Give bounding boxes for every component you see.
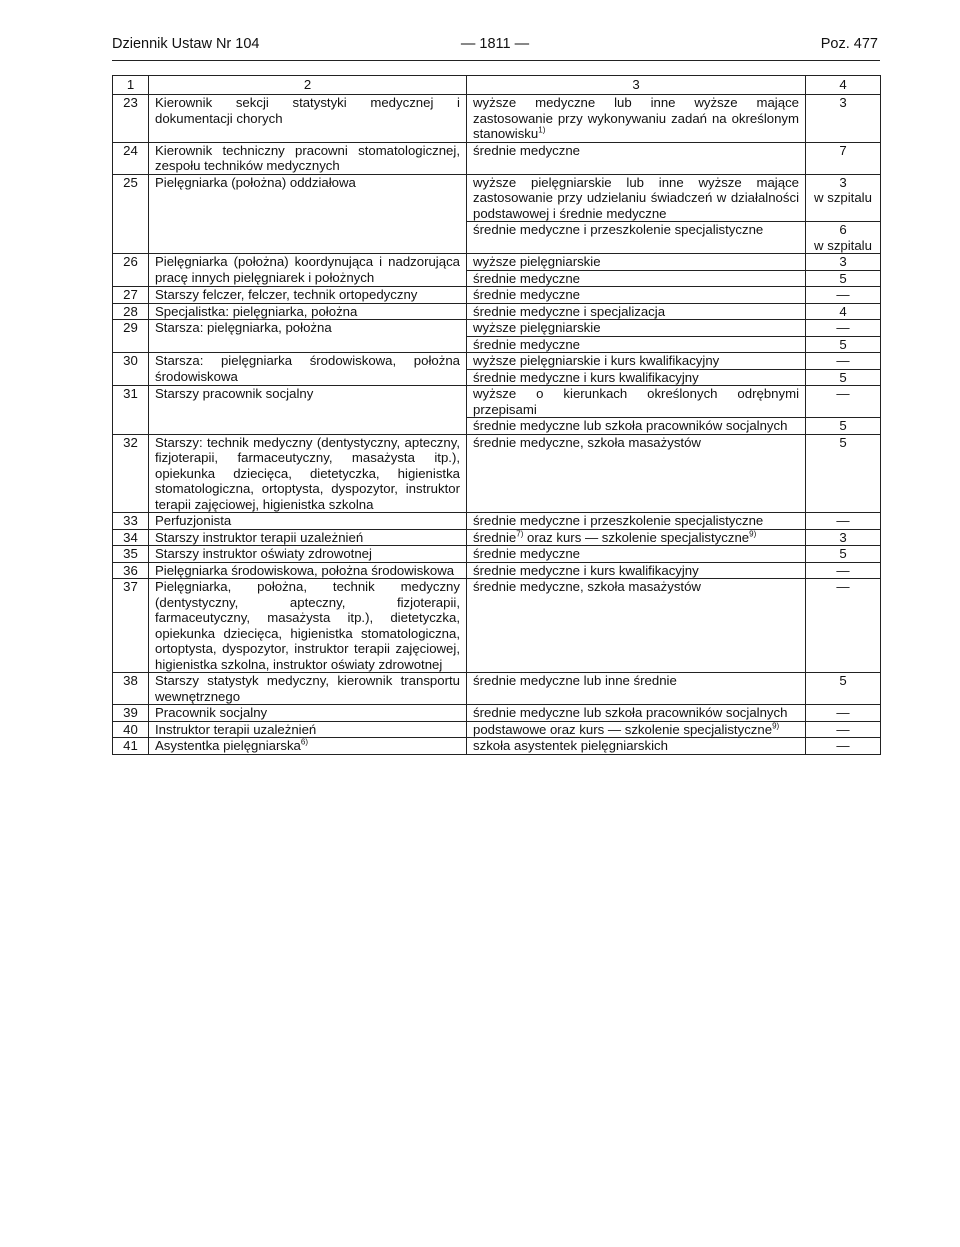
requirement-text: wyższe pielęgniarskie i kurs kwalifikacyjny [473,353,720,368]
position-name [149,287,467,304]
years-of-experience [806,95,881,143]
years-of-experience [806,562,881,579]
years-of-experience [806,287,881,304]
requirement-text: szkoła asystentek pielęgniarskich [473,738,668,753]
row-number: 40 [113,721,149,738]
table-row [113,320,881,337]
years-of-experience [806,303,881,320]
position-name [149,529,467,546]
position-name-text: Starsza: pielęgniarka, położna [155,320,332,335]
qualifications-table [112,75,881,755]
qualification-requirement [467,673,806,705]
qualification-requirement [467,174,806,222]
position-name [149,142,467,174]
qualification-requirement [467,336,806,353]
table-body [113,95,881,755]
years-value: — [836,705,850,720]
requirement-text: wyższe pielęgniarskie lub inne wyższe mające zastosowanie przy udzielaniu świadczeń w działalności podstawowej i średnie medyczne [473,174,799,221]
qualification-requirement [467,270,806,287]
position-name-text: Perfuzjonista [155,513,232,528]
requirement-text: średnie medyczne [473,287,581,302]
row-number: 32 [113,434,149,513]
row-number: 34 [113,529,149,546]
years-of-experience [806,579,881,673]
position-name-text: Starszy felczer, felczer, technik ortopedyczny [155,287,418,302]
position-name [149,353,467,386]
qualification-requirement [467,434,806,513]
footnote-ref: 1) [538,125,546,135]
years-of-experience [806,222,881,254]
years-of-experience [806,529,881,546]
qualification-requirement [467,320,806,337]
requirement-text: średnie medyczne i specjalizacja [473,303,666,319]
header-rule [112,60,880,61]
table-row [113,546,881,563]
position-name-text: Specjalistka: pielęgniarka, położna [155,303,358,319]
years-of-experience [806,513,881,530]
requirement-text: średnie medyczne i kurs kwalifikacyjny [473,369,699,385]
requirement-text: wyższe medyczne lub inne wyższe mające zastosowanie przy wykonywaniu zadań na określonym stanowisku [473,95,799,141]
table-row [113,353,881,370]
requirement-text: średnie medyczne [473,336,581,352]
years-value: 3 [839,254,847,269]
years-value: 4 [839,303,847,319]
table-row [113,386,881,418]
table-row [113,529,881,546]
years-note: w szpitalu [814,190,872,205]
qualification-requirement [467,579,806,673]
years-note: w szpitalu [814,237,872,253]
row-number: 26 [113,254,149,287]
qualification-requirement [467,287,806,304]
position-name [149,95,467,143]
position-number: Poz. 477 [820,36,878,52]
position-name-text: Pielęgniarka, położna, technik medyczny (dentystyczny, apteczny, fizjoterapii, farmaceutyczny, masażysta itp.), dietetyczka, opiekunka dziecięca, higienistka stomatologiczna, ortoptysta, dyspozytor, instruktor terapii zajęciowej, higienistka szkolna, instruktor oświaty zdrowotnej [155,579,460,672]
table-row [113,303,881,320]
qualification-requirement [467,529,806,546]
qualification-requirement [467,369,806,386]
years-of-experience [806,738,881,755]
requirement-text: średnie medyczne [473,270,581,286]
row-number: 38 [113,673,149,705]
years-of-experience [806,142,881,174]
table-row [113,579,881,673]
years-of-experience [806,270,881,287]
row-number: 41 [113,738,149,755]
table-row [113,738,881,755]
position-name-text: Pielęgniarka (położna) koordynująca i nadzorująca pracę innych pielęgniarek i położnych [155,254,460,285]
column-header-1: 1 [113,76,149,95]
row-number: 33 [113,513,149,530]
row-number: 28 [113,303,149,320]
table-row [113,174,881,222]
requirement-text: średnie medyczne i przeszkolenie specjalistyczne [473,513,764,528]
requirement-text: wyższe pielęgniarskie [473,320,601,335]
position-name-text: Starsza: pielęgniarka środowiskowa, położna środowiskowa [155,353,460,384]
years-value: — [836,562,850,578]
years-value: — [836,738,850,753]
position-name-text: Pielęgniarka (położna) oddziałowa [155,174,356,190]
years-value: — [836,320,850,335]
years-value: 3 [839,174,847,190]
qualification-requirement [467,705,806,722]
years-value: 7 [839,142,847,158]
row-number: 23 [113,95,149,143]
requirement-text: wyższe pielęgniarskie [473,254,601,269]
table-row [113,95,881,143]
years-value: 6 [839,222,847,237]
requirement-text: średnie medyczne [473,142,581,158]
qualification-requirement [467,386,806,418]
row-number: 29 [113,320,149,353]
requirement-text: średnie medyczne, szkoła masażystów [473,434,701,450]
column-header-4: 4 [806,76,881,95]
position-name [149,254,467,287]
position-name [149,320,467,353]
table-row [113,287,881,304]
table-row [113,705,881,722]
years-of-experience [806,721,881,738]
years-value: 5 [839,434,847,450]
requirement-text: średnie medyczne, szkoła masażystów [473,579,701,594]
years-value: 5 [839,336,847,352]
years-value: 5 [839,546,847,561]
journal-title: Dziennik Ustaw Nr 104 [112,36,260,52]
position-name [149,562,467,579]
years-value: 5 [839,673,847,688]
page-header [112,36,878,58]
years-value: 5 [839,369,847,385]
row-number: 27 [113,287,149,304]
position-name [149,721,467,738]
requirement-text: średnie medyczne i przeszkolenie specjalistyczne [473,222,764,237]
row-number: 36 [113,562,149,579]
qualification-requirement [467,353,806,370]
table-row [113,673,881,705]
position-name [149,303,467,320]
position-name-text: Starszy statystyk medyczny, kierownik transportu wewnętrznego [155,673,460,704]
years-value: 3 [839,95,847,110]
table-row [113,721,881,738]
years-of-experience [806,336,881,353]
years-value: — [836,353,850,368]
row-number: 37 [113,579,149,673]
years-value: 5 [839,418,847,433]
requirement-text: średnie [473,529,517,545]
years-of-experience [806,418,881,435]
position-name-text: Kierownik techniczny pracowni stomatologicznej, zespołu techników medycznych [155,142,460,173]
table-row [113,254,881,271]
footnote-ref: 9) [749,529,757,539]
table-row [113,562,881,579]
requirement-text: podstawowe oraz kurs — szkolenie specjalistyczne [473,721,773,737]
position-name-text: Starszy instruktor oświaty zdrowotnej [155,546,372,561]
qualification-requirement [467,418,806,435]
years-of-experience [806,673,881,705]
position-name [149,174,467,254]
requirement-text-cont: oraz kurs — szkolenie specjalistyczne [523,529,750,545]
position-name-text: Pracownik socjalny [155,705,268,720]
years-of-experience [806,353,881,370]
table-row [113,434,881,513]
position-name-text: Kierownik sekcji statystyki medycznej i dokumentacji chorych [155,95,460,126]
requirement-text: średnie medyczne lub inne średnie [473,673,677,688]
page-number: — 1811 — [460,36,530,52]
requirement-text: wyższe o kierunkach określonych odrębnymi przepisami [473,386,799,417]
years-of-experience [806,546,881,563]
requirement-text: średnie medyczne lub szkoła pracowników socjalnych [473,418,788,433]
years-of-experience [806,174,881,222]
row-number: 31 [113,386,149,435]
qualification-requirement [467,142,806,174]
position-name-text: Starszy instruktor terapii uzależnień [155,529,364,545]
years-of-experience [806,434,881,513]
position-name [149,705,467,722]
row-number: 39 [113,705,149,722]
position-name [149,434,467,513]
years-of-experience [806,369,881,386]
qualification-requirement [467,513,806,530]
position-name [149,673,467,705]
years-of-experience [806,320,881,337]
footnote-ref: 6) [300,737,308,747]
position-name [149,546,467,563]
table-row [113,142,881,174]
qualification-requirement [467,546,806,563]
position-name [149,579,467,673]
requirement-text: średnie medyczne i kurs kwalifikacyjny [473,562,699,578]
row-number: 30 [113,353,149,386]
years-value: — [836,721,850,737]
qualification-requirement [467,562,806,579]
position-name-text: Asystentka pielęgniarska [155,738,301,753]
years-value: 5 [839,270,847,286]
position-name-text: Instruktor terapii uzależnień [155,721,317,737]
years-value: 3 [839,529,847,545]
requirement-text: średnie medyczne [473,546,581,561]
qualification-requirement [467,738,806,755]
years-value: — [836,287,850,302]
years-of-experience [806,254,881,271]
years-value: — [836,579,850,594]
qualification-requirement [467,254,806,271]
qualification-requirement [467,721,806,738]
footnote-ref: 9) [772,721,780,731]
table-row [113,513,881,530]
qualification-requirement [467,95,806,143]
years-of-experience [806,386,881,418]
position-name [149,386,467,435]
position-name-text: Pielęgniarka środowiskowa, położna środowiskowa [155,562,455,578]
column-header-3: 3 [467,76,806,95]
years-value: — [836,386,850,401]
position-name [149,738,467,755]
years-of-experience [806,705,881,722]
position-name-text: Starszy pracownik socjalny [155,386,314,401]
qualification-requirement [467,303,806,320]
requirement-text: średnie medyczne lub szkoła pracowników socjalnych [473,705,788,720]
position-name [149,513,467,530]
row-number: 35 [113,546,149,563]
table-header-row [113,76,881,95]
row-number: 24 [113,142,149,174]
footnote-ref: 7) [516,529,524,539]
years-value: — [836,513,850,528]
column-header-2: 2 [149,76,467,95]
row-number: 25 [113,174,149,254]
position-name-text: Starszy: technik medyczny (dentystyczny, apteczny, fizjoterapii, farmaceutyczny, masażysta itp.), opiekunka dziecięca, dietetyczka, higienistka stomatologiczna, ortoptysta, dyspozytor, instruktor terapii zajęciowej, higienistka szkolna [155,434,460,512]
qualification-requirement [467,222,806,254]
